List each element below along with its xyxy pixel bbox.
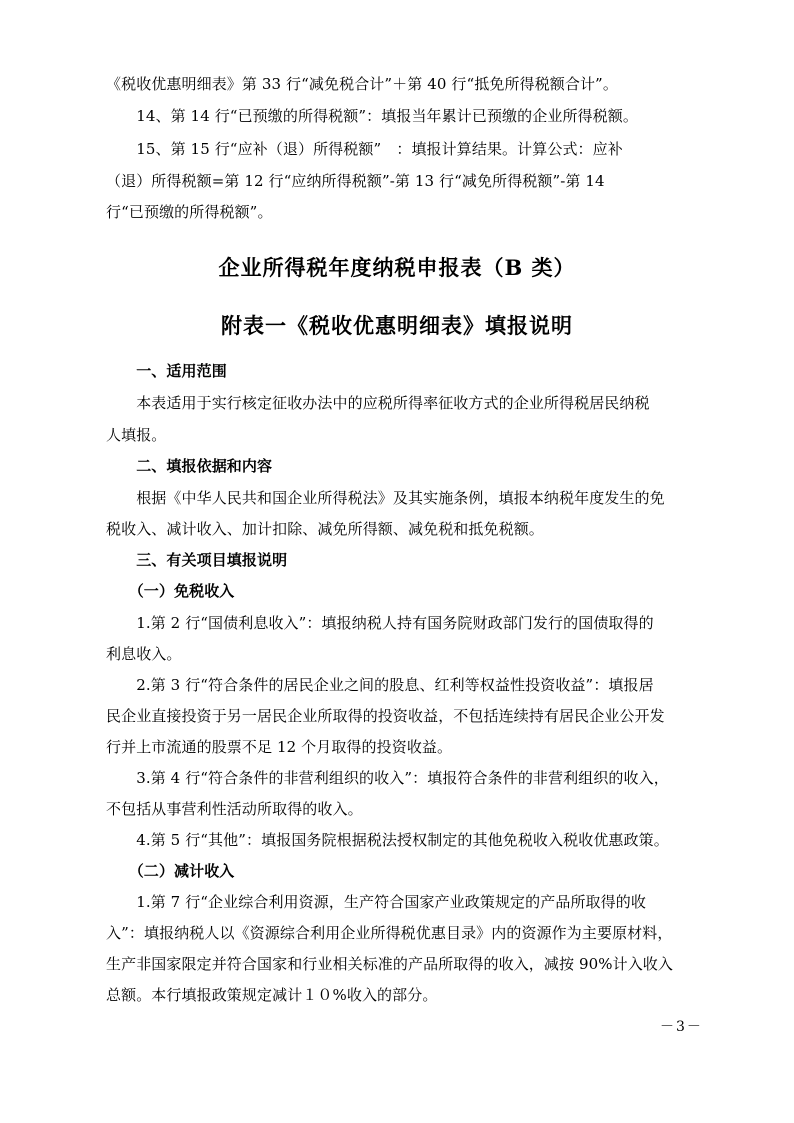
body-line: 利息收入。 — [106, 645, 182, 663]
body-line: 14、第 14 行“已预缴的所得税额”：填报当年累计已预缴的企业所得税额。 — [106, 107, 638, 125]
section-heading-items: 三、有关项目填报说明 — [106, 551, 288, 569]
subsection-heading-reduced-income: （二）减计收入 — [106, 862, 235, 880]
body-line: 民企业直接投资于另一居民企业所取得的投资收益，不包括连续持有居民企业公开发 — [106, 707, 665, 725]
body-line: 总额。本行填报政策规定减计１０%收入的部分。 — [106, 986, 438, 1004]
body-line: 入”：填报纳税人以《资源综合利用企业所得税优惠目录》内的资源作为主要原材料， — [106, 924, 673, 942]
page-number: －3－ — [660, 1019, 703, 1035]
body-line: 《税收优惠明细表》第 33 行“减免税合计”＋第 40 行“抵免所得税额合计”。 — [106, 75, 618, 93]
body-line: 3.第 4 行“符合条件的非营利组织的收入”：填报符合条件的非营利组织的收入， — [106, 769, 669, 787]
body-line: 4.第 5 行“其他”：填报国务院根据税法授权制定的其他免税收入税收优惠政策。 — [106, 831, 669, 849]
body-line: 根据《中华人民共和国企业所得税法》及其实施条例，填报本纳税年度发生的免 — [106, 489, 665, 507]
document-title: 企业所得税年度纳税申报表（B 类） — [218, 255, 576, 280]
section-heading-basis: 二、填报依据和内容 — [106, 457, 273, 475]
body-line: 人填报。 — [106, 426, 167, 444]
body-line: 本表适用于实行核定征收办法中的应税所得率征收方式的企业所得税居民纳税 — [106, 394, 650, 412]
body-line: 行并上市流通的股票不足 12 个月取得的投资收益。 — [106, 738, 453, 756]
section-heading-scope: 一、适用范围 — [106, 362, 227, 380]
body-line: 行“已预缴的所得税额”。 — [106, 203, 273, 221]
body-line: 1.第 2 行“国债利息收入”：填报纳税人持有国务院财政部门发行的国债取得的 — [106, 614, 654, 632]
body-line: 1.第 7 行“企业综合利用资源，生产符合国家产业政策规定的产品所取得的收 — [106, 893, 646, 911]
body-line: （退）所得税额=第 12 行“应纳所得税额”-第 13 行“减免所得税额”-第 14 — [106, 172, 605, 190]
body-line: 税收入、减计收入、加计扣除、减免所得额、减免税和抵免税额。 — [106, 520, 544, 538]
document-subtitle: 附表一《税收优惠明细表》填报说明 — [221, 313, 573, 338]
body-line: 2.第 3 行“符合条件的居民企业之间的股息、红利等权益性投资收益”：填报居 — [106, 676, 654, 694]
body-line: 生产非国家限定并符合国家和行业相关标准的产品所取得的收入，减按 90%计入收入 — [106, 955, 674, 973]
body-line: 不包括从事营利性活动所取得的收入。 — [106, 800, 363, 818]
subsection-heading-exempt-income: （一）免税收入 — [106, 582, 235, 600]
body-line: 15、第 15 行“应补（退）所得税额” ：填报计算结果。计算公式：应补 — [106, 140, 623, 158]
